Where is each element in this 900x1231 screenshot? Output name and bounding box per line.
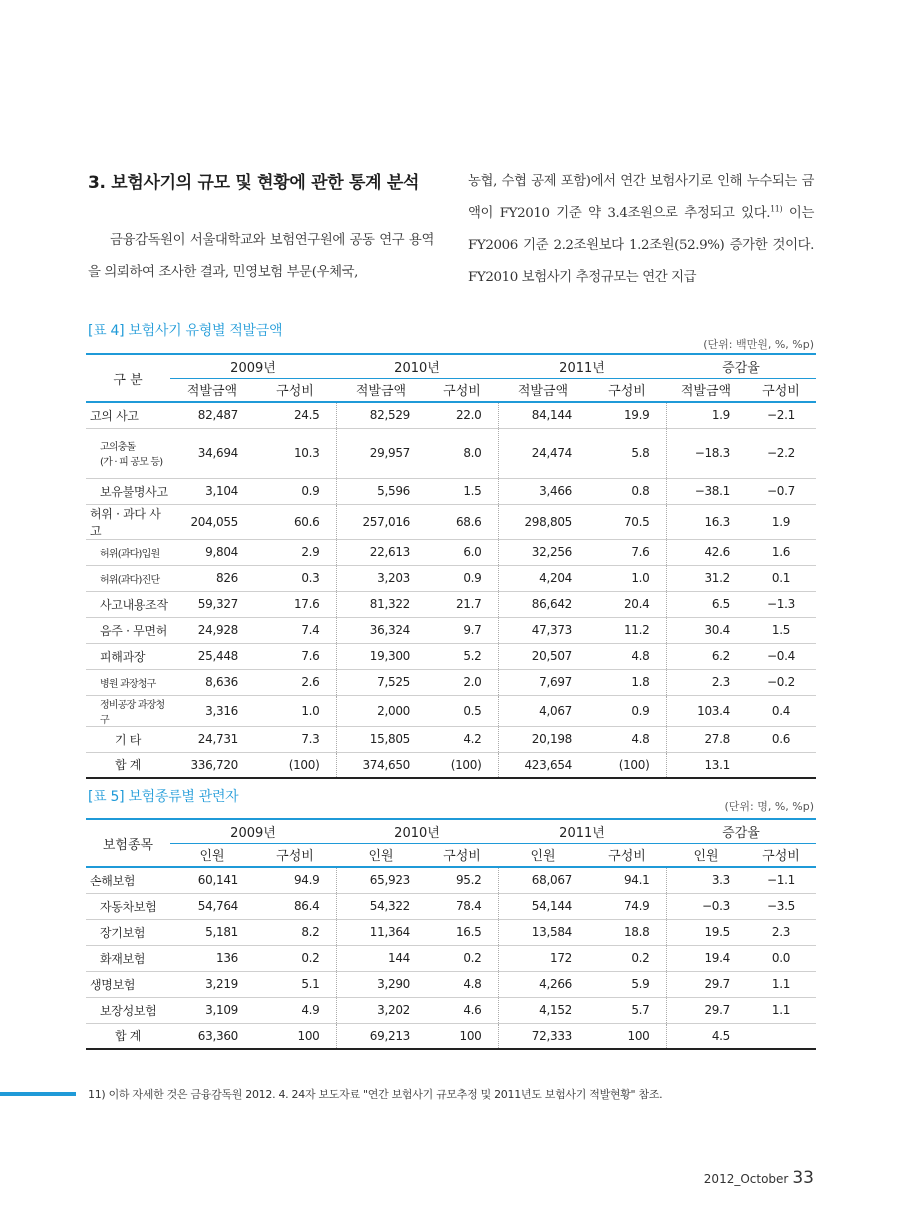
table5-cell: 19.4 [666,945,746,971]
table4-row [86,695,816,726]
table5-subheader: 구성비 [762,849,800,865]
table4-cell: −2.2 [767,446,795,460]
table4-row-label: 허위(과다)진단 [100,574,160,586]
table4-cell: 24,731 [197,732,238,746]
table4-year: 2011년 [559,360,605,376]
table4-cell: 17.6 [293,597,320,611]
table4-row-label: 고의 사고 [90,408,139,423]
table5-subheader: 구성비 [608,849,646,865]
table4-cell: 25,448 [197,649,238,663]
table4-row-label: 허위 · 과다 사고 [90,506,161,538]
table4-cell: 0.1 [771,571,791,585]
table4-cell: 59,327 [197,597,238,611]
table4-cell [746,752,816,778]
table4-cell: 8,636 [205,675,238,689]
table5-row [86,919,816,945]
table4-cell: 0.9 [463,571,482,585]
table5-cell: 16.5 [455,925,482,939]
table5-cell: 172 [498,945,588,971]
table4-row [86,617,816,643]
table4-row-label: 보유불명사고 [100,484,168,499]
table4-row [86,504,816,539]
table5-cell: 0.2 [631,951,650,965]
table5-cell: −3.5 [767,899,795,913]
table4-cell: 31.2 [666,565,746,591]
table4-row-label: 정비공장 과장청구 [100,699,165,726]
table4-cell: 6.5 [666,591,746,617]
table4-cell: 20,507 [498,643,588,669]
table5-row-label: 화재보험 [100,951,146,966]
table5-subheader: 인원 [368,849,394,865]
table5-cell: 19.5 [666,919,746,945]
table5-cell: 4.6 [463,1003,482,1017]
table4-cell: 4.8 [631,649,650,663]
table5-cell: 74.9 [623,899,650,913]
table5-cell: 94.1 [623,873,650,888]
table5-row-label: 생명보험 [90,977,136,992]
table5-row [86,867,816,893]
table4-cell: 22.0 [455,408,482,423]
table5-year: 2010년 [394,825,440,841]
table5-cell: 3,219 [205,977,238,991]
table5-cell: 4,266 [498,971,588,997]
table4-cell: 2,000 [336,695,426,726]
table4-cell: 257,016 [336,504,426,539]
table4-subheader: 구성비 [443,384,481,400]
paragraph-right-a: 농협, 수협 공제 포함)에서 연간 보험사기로 인해 누수되는 금액이 FY2010 기준 약 3.4조원으로 추정되고 있다. [468,174,814,221]
table4-cell: 1.8 [631,675,650,689]
table4-cell: 4,067 [498,695,588,726]
table5-cell: 136 [215,951,238,965]
table4-row [86,539,816,565]
table4-subheader: 적발금액 [186,384,238,400]
table4-cell: 5,596 [336,478,426,504]
table4-cell: 0.3 [301,571,320,585]
table5-cell: 18.8 [623,925,650,939]
table4-subheader: 적발금액 [517,384,569,400]
table4-cell: 3,104 [205,484,238,498]
table5-subheader: 구성비 [443,849,481,865]
table4-cell: 1.0 [631,571,650,585]
table4-cell: 16.3 [666,504,746,539]
table4-cell: 103.4 [666,695,746,726]
paragraph-left: 금융감독원이 서울대학교와 보험연구원에 공동 연구 용역을 의뢰하여 조사한 결과, 민영보험 부문(우체국, [88,233,434,280]
table5-cell: 5.7 [631,1003,650,1017]
table4-cell: 2.6 [301,675,320,689]
table4-cell: 1.9 [666,402,746,428]
body-text-left [88,225,434,289]
table4-cell: 15,805 [336,726,426,752]
table4-cell: 0.9 [631,703,650,718]
table4-cell: 1.6 [771,545,791,559]
table4-cell: 4,204 [498,565,588,591]
table4-cell: 84,144 [498,402,588,428]
table4-cell: 24,474 [498,428,588,478]
table4-cell: 336,720 [190,757,238,772]
footnote-ref: 11) [770,204,783,214]
table4-row-label: 음주 · 무면허 [100,623,168,638]
table5-cell: −1.1 [767,873,795,888]
table5-cell: 54,764 [197,899,238,913]
table4-cell: 2.3 [666,669,746,695]
table4-cell: 47,373 [498,617,588,643]
table5-cell: 3,202 [336,997,426,1023]
table4-cell: 7.3 [301,732,320,746]
table4-cell: 86,642 [498,591,588,617]
table5-cell: 68,067 [498,867,588,893]
table4-cell: 11.2 [623,623,650,637]
table5-row [86,997,816,1023]
table4-cell: 5.2 [463,649,482,663]
table4-subheader: 적발금액 [355,384,407,400]
table4-row-label: 사고내용조작 [100,597,168,612]
table4-row-label: 합 계 [114,758,142,773]
table5-cell: 1.1 [771,1003,791,1017]
table4-cell: 0.5 [463,703,482,718]
table5-cell: 29.7 [666,971,746,997]
table5-cell: 0.0 [771,951,791,965]
table5-cell: 3,109 [205,1003,238,1017]
table4-cell: 68.6 [455,514,482,529]
table4-cell: 3,203 [336,565,426,591]
table4-cell: (100) [288,757,320,772]
table4-row-label: 병원 과장청구 [100,678,156,690]
table4-cell: 13.1 [666,752,746,778]
table4-cell: 1.9 [771,514,791,529]
table4-label-header: 구 분 [86,354,170,402]
table4-cell: 2.0 [463,675,482,689]
table4-cell: 32,256 [498,539,588,565]
table5-subheader: 구성비 [276,849,314,865]
table4-cell: 1.5 [463,484,482,498]
table4-cell: 423,654 [498,752,588,778]
table4-cell: (100) [450,757,482,772]
table5-subheader: 인원 [693,849,719,865]
table4-cell: 22,613 [336,539,426,565]
table5-cell: 60,141 [197,873,238,888]
table5-cell: 100 [627,1028,650,1043]
table4-cell: 27.8 [666,726,746,752]
table5-cell: 78.4 [455,899,482,913]
table5-cell: 69,213 [336,1023,426,1049]
table4-year: 증감율 [722,360,760,376]
table5-row-label: 장기보험 [100,925,146,940]
table4-cell: 7.6 [301,649,320,663]
table5 [86,818,816,1050]
table4-cell: 21.7 [455,597,482,611]
table5-cell: 2.3 [771,925,791,939]
table5-cell [746,1023,816,1049]
page-footer [704,1168,814,1188]
table4-row [86,752,816,778]
table4-cell: 6.0 [463,545,482,559]
table5-cell: 3,290 [336,971,426,997]
table4-cell: 9.7 [463,623,482,637]
table4-cell: 4.8 [631,732,650,746]
table5-unit: (단위: 명, %, %p) [724,800,814,813]
table4-cell: 20,198 [498,726,588,752]
paragraph-right-b: 이는 FY2006 기준 2.2조원보다 1.2조원(52.9%) 증가한 것이다. FY2010 보험사기 추정규모는 연간 지급 [468,206,814,285]
table4-cell: 1.5 [771,623,791,637]
table5-cell: 29.7 [666,997,746,1023]
table4-cell: 2.9 [301,545,320,559]
table4-cell: 5.8 [631,446,650,460]
table5-cell: 54,144 [498,893,588,919]
table4-title: [표 4] 보험사기 유형별 적발금액 [88,323,283,339]
table5-cell: 72,333 [498,1023,588,1049]
table4-row [86,565,816,591]
table5-row [86,971,816,997]
table4-cell: 0.9 [301,484,320,498]
table4-row [86,478,816,504]
table5-cell: 86.4 [293,899,320,913]
table4-cell: −0.7 [767,484,795,498]
table4-cell: 3,316 [205,703,238,718]
table4-cell: 9,804 [205,545,238,559]
table4-cell: (100) [618,757,650,772]
table5-row-label: 합 계 [114,1029,142,1044]
table4-cell: 826 [215,571,238,585]
table4-cell: 36,324 [336,617,426,643]
table4-cell: 3,466 [498,478,588,504]
table4 [86,353,816,779]
table4-row-label: 피해과장 [100,649,146,664]
table4-row [86,591,816,617]
table4-cell: 82,487 [197,408,238,423]
issue-label: 2012_October [703,1172,789,1186]
table5-cell: 4.9 [301,1003,320,1017]
table4-row [86,726,816,752]
table4-unit: (단위: 백만원, %, %p) [703,338,814,351]
table5-cell: 100 [297,1028,320,1043]
table4-cell: 7.4 [301,623,320,637]
table4-cell: 70.5 [623,514,650,529]
table5-row-label: 자동차보험 [100,899,157,914]
table5-cell: −0.3 [666,893,746,919]
table4-year: 2010년 [394,360,440,376]
table4-cell: 20.4 [623,597,650,611]
table4-subheader: 구성비 [762,384,800,400]
table4-cell: −38.1 [666,478,746,504]
table4-cell: −1.3 [767,597,795,611]
table5-year: 증감율 [722,825,760,841]
table4-row [86,428,816,478]
table5-subheader: 인원 [530,849,556,865]
table4-row [86,402,816,428]
table4-cell: 34,694 [197,446,238,460]
table4-subheader: 적발금액 [680,384,732,400]
table5-cell: 0.2 [463,951,482,965]
table4-cell: 24.5 [293,408,320,423]
table4-cell: 42.6 [666,539,746,565]
table4-cell: 1.0 [301,703,320,718]
table5-row-label: 보장성보험 [100,1003,157,1018]
table4-row-label: 기 타 [114,732,142,747]
body-text-right [468,166,814,294]
table4-cell: 8.0 [463,446,482,460]
table5-subheader: 인원 [199,849,225,865]
table5-cell: 5,181 [205,925,238,939]
table5-year: 2011년 [559,825,605,841]
table4-cell: 24,928 [197,623,238,637]
table5-cell: 144 [336,945,426,971]
table4-cell: 204,055 [190,514,238,529]
table5-cell: 3.3 [666,867,746,893]
table5-year: 2009년 [230,825,276,841]
table5-row [86,1023,816,1049]
table5-cell: 94.9 [293,873,320,888]
table5-row-label: 손해보험 [90,873,136,888]
table5-title: [표 5] 보험종류별 관련자 [88,789,239,805]
table4-cell: 7.6 [631,545,650,559]
table5-cell: 95.2 [455,873,482,888]
table4-cell: 0.4 [771,703,791,718]
table4-cell: −0.2 [767,675,795,689]
table5-cell: 54,322 [336,893,426,919]
table4-cell: 29,957 [336,428,426,478]
table4-cell: 0.6 [771,732,791,746]
table4-cell: 81,322 [336,591,426,617]
table5-cell: 8.2 [301,925,320,939]
table4-cell: 298,805 [498,504,588,539]
table4-subheader: 구성비 [276,384,314,400]
table4-row-label: 허위(과다)입원 [100,548,160,560]
table4-cell: 4.2 [463,732,482,746]
table5-row [86,893,816,919]
footnote: 11) 이하 자세한 것은 금융감독원 2012. 4. 24자 보도자료 "연간 보험사기 규모추정 및 2011년도 보험사기 적발현황" 참조. [88,1088,663,1101]
table4-year: 2009년 [230,360,276,376]
table4-cell: −0.4 [767,649,795,663]
section-title: 3. 보험사기의 규모 및 현황에 관한 통계 분석 [88,173,420,193]
table5-cell: 13,584 [498,919,588,945]
table4-cell: 0.8 [631,484,650,498]
table4-row-label: 고의충돌 (가 · 피 공모 등) [100,442,163,468]
table4-cell: 7,525 [336,669,426,695]
table5-cell: 0.2 [301,951,320,965]
table5-cell: 100 [459,1028,482,1043]
table4-subheader: 구성비 [608,384,646,400]
table5-row [86,945,816,971]
table5-cell: 4,152 [498,997,588,1023]
page-number: 33 [792,1168,814,1188]
table4-cell: 6.2 [666,643,746,669]
table4-row [86,643,816,669]
table5-cell: 65,923 [336,867,426,893]
table4-cell: 19,300 [336,643,426,669]
table5-cell: 11,364 [336,919,426,945]
table4-cell: 374,650 [336,752,426,778]
table5-cell: 4.8 [463,977,482,991]
table5-cell: 63,360 [197,1028,238,1043]
table4-cell: 7,697 [498,669,588,695]
table4-cell: −18.3 [666,428,746,478]
table5-cell: 4.5 [666,1023,746,1049]
table5-cell: 5.1 [301,977,320,991]
table4-cell: 30.4 [666,617,746,643]
table4-cell: 19.9 [623,408,650,423]
table4-row [86,669,816,695]
table4-cell: 60.6 [293,514,320,529]
footnote-accent-bar [0,1092,76,1096]
table5-cell: 1.1 [771,977,791,991]
table4-cell: −2.1 [767,408,795,423]
table4-cell: 10.3 [293,446,320,460]
table5-cell: 5.9 [631,977,650,991]
table5-label-header: 보험종목 [86,819,170,867]
table4-cell: 82,529 [336,402,426,428]
